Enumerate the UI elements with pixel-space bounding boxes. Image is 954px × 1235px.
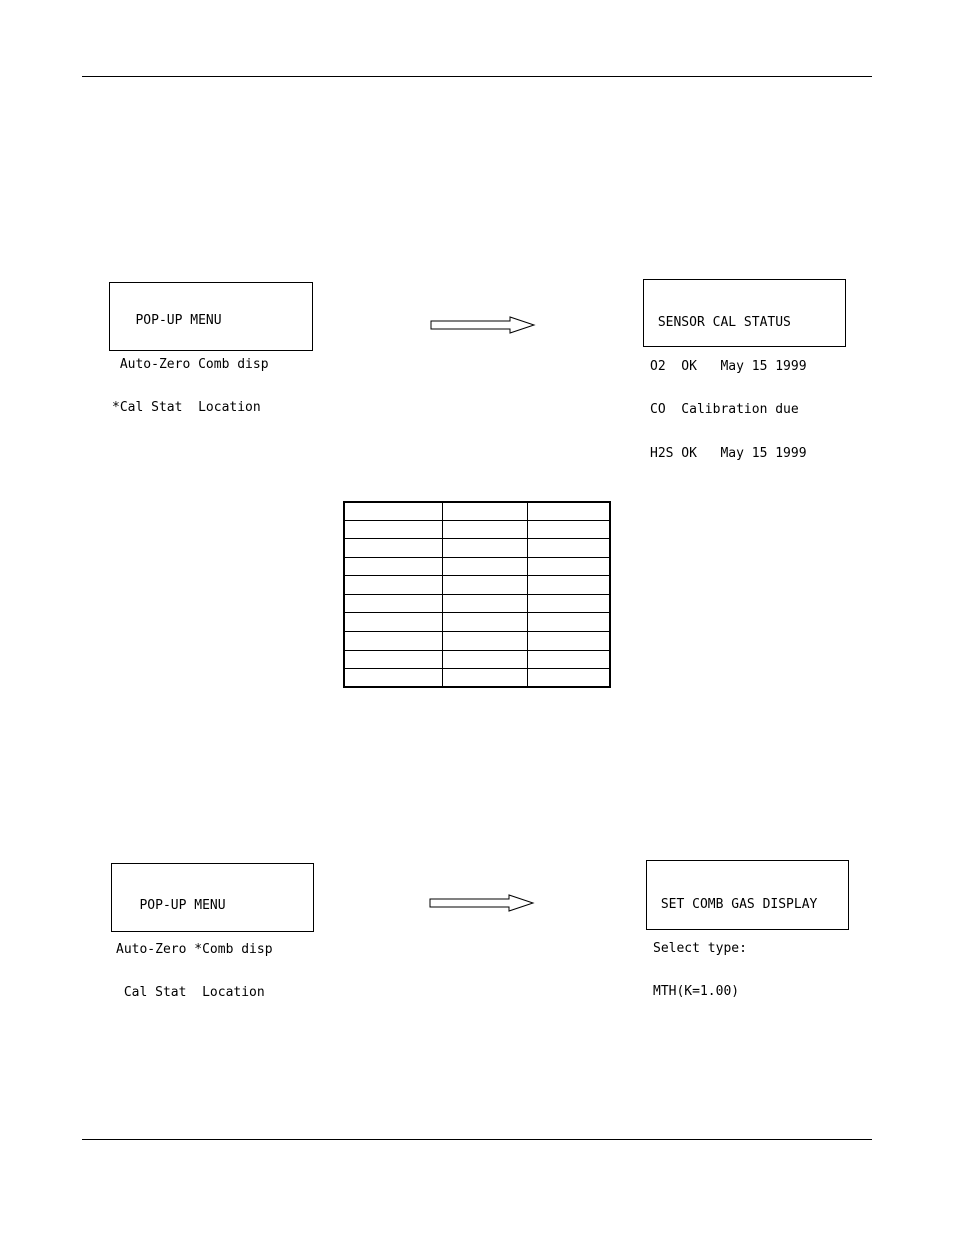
- sensor-cal-status-display: [643, 279, 846, 461]
- set-comb-gas-display: [646, 860, 849, 999]
- popup-menu-line-2: Cal Stat Location: [116, 985, 265, 1000]
- right-arrow-icon: [429, 894, 535, 912]
- table-row: [344, 650, 610, 669]
- table-cell: [442, 557, 527, 576]
- footer-rule: [82, 1139, 872, 1140]
- table-row: [344, 502, 610, 520]
- sensor-cal-status-line-co: CO Calibration due: [650, 402, 799, 417]
- table-cell: [344, 539, 442, 558]
- table-row: [344, 594, 610, 613]
- table-cell: [527, 502, 610, 520]
- table-cell: [527, 576, 610, 595]
- popup-menu-line-1: Auto-Zero Comb disp: [112, 356, 269, 372]
- table-cell: [527, 557, 610, 576]
- table-cell: [527, 650, 610, 669]
- set-comb-gas-title: SET COMB GAS DISPLAY: [653, 897, 818, 912]
- popup-menu-line-2: *Cal Stat Location: [112, 400, 261, 415]
- table-cell: [442, 613, 527, 632]
- right-arrow-icon: [430, 316, 536, 334]
- table-row: [344, 539, 610, 558]
- set-comb-gas-line-1: Select type:: [653, 940, 747, 956]
- table-cell: [442, 502, 527, 520]
- popup-menu-line-1: Auto-Zero *Comb disp: [116, 941, 273, 957]
- table-cell: [344, 632, 442, 651]
- set-comb-gas-line-2: MTH(K=1.00): [653, 984, 740, 999]
- header-rule: [82, 76, 872, 77]
- table-cell: [344, 557, 442, 576]
- table-cell: [344, 576, 442, 595]
- sensor-cal-status-line-h2s: H2S OK May 15 1999: [650, 445, 807, 461]
- table-cell: [527, 520, 610, 539]
- table-row: [344, 613, 610, 632]
- sensor-cal-status-title: SENSOR CAL STATUS: [650, 315, 791, 330]
- table-cell: [442, 669, 527, 688]
- table-row: [344, 520, 610, 539]
- sensor-cal-status-line-o2: O2 OK May 15 1999: [650, 358, 807, 374]
- table-row: [344, 557, 610, 576]
- table-cell: [527, 539, 610, 558]
- table-cell: [344, 520, 442, 539]
- table-cell: [344, 502, 442, 520]
- table-cell: [344, 613, 442, 632]
- table-cell: [527, 669, 610, 688]
- table-cell: [442, 520, 527, 539]
- table-row: [344, 576, 610, 595]
- table-cell: [527, 594, 610, 613]
- table-cell: [442, 539, 527, 558]
- table-cell: [442, 576, 527, 595]
- table-cell: [344, 669, 442, 688]
- empty-table: [343, 501, 611, 688]
- table-cell: [442, 632, 527, 651]
- table-cell: [527, 613, 610, 632]
- table-row: [344, 669, 610, 688]
- table-cell: [344, 650, 442, 669]
- table-cell: [442, 650, 527, 669]
- popup-menu-display-2: [111, 863, 314, 1000]
- table-cell: [442, 594, 527, 613]
- popup-menu-title: POP-UP MENU: [116, 898, 226, 913]
- popup-menu-title: POP-UP MENU: [112, 313, 222, 328]
- table-row: [344, 632, 610, 651]
- popup-menu-display-1: [109, 282, 313, 415]
- table-cell: [527, 632, 610, 651]
- table-cell: [344, 594, 442, 613]
